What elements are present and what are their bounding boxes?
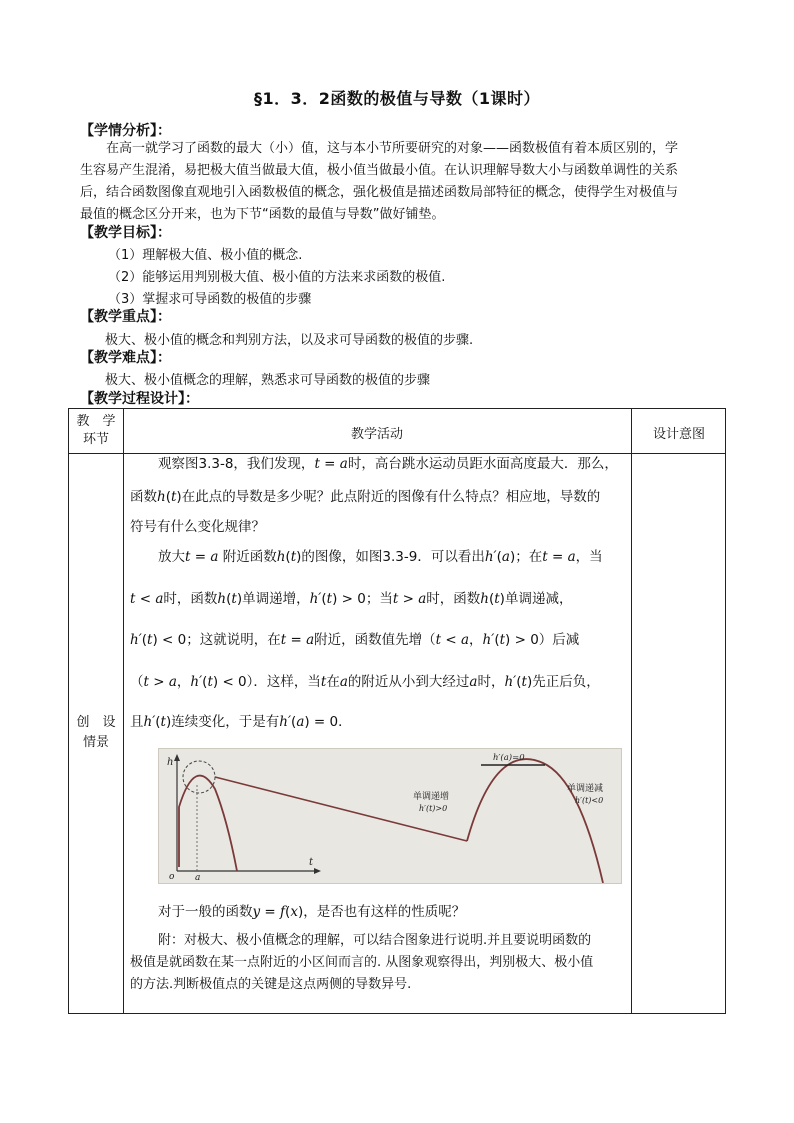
- t: =: [286, 632, 307, 648]
- t: <: [135, 591, 156, 607]
- t: ，当: [575, 549, 603, 565]
- activity-line: [158, 452, 618, 472]
- m: a: [567, 549, 576, 565]
- t: <: [441, 632, 461, 648]
- activity-line: [158, 545, 603, 565]
- m: t: [392, 591, 399, 607]
- m: h′: [504, 674, 517, 690]
- m: t: [290, 549, 297, 565]
- m: t: [499, 632, 506, 648]
- t: >: [398, 591, 419, 607]
- activity-line: [158, 900, 465, 920]
- t: )；在: [509, 549, 543, 565]
- t: (: [321, 591, 327, 607]
- table-divider: [123, 409, 124, 1013]
- t: 时，函数: [163, 591, 218, 607]
- m: t: [130, 591, 136, 607]
- t: )单调递减，: [499, 591, 573, 607]
- analysis-line: 最值的概念区分开来，也为下节“函数的最值与导数”做好铺垫。: [80, 207, 445, 222]
- t-axis-arrow: [314, 868, 321, 874]
- enlarged-curve: [467, 759, 603, 883]
- t: 在: [326, 674, 340, 690]
- t: >: [148, 674, 169, 690]
- header-activity: 教学活动: [350, 427, 403, 442]
- m: t: [542, 549, 548, 565]
- m: a: [306, 632, 315, 648]
- m: t: [280, 632, 287, 648]
- activity-line: [130, 670, 600, 690]
- t: (: [285, 904, 291, 920]
- t: ) < 0；这就说明，在: [152, 632, 281, 648]
- m: h′: [190, 674, 203, 690]
- t: )的图像，如图3.3-9．可以看出: [296, 549, 485, 565]
- t: ，: [469, 632, 483, 648]
- activity-note: [130, 930, 626, 996]
- m: t: [185, 549, 191, 565]
- t: 时，函数: [426, 591, 481, 607]
- m: a: [469, 674, 478, 690]
- m: h′: [482, 632, 495, 648]
- heading-key-points: 【教学重点】：: [80, 309, 171, 325]
- m: t: [435, 632, 442, 648]
- m: t: [320, 674, 327, 690]
- m: h′: [279, 714, 292, 730]
- note-line: 的方法.判断极值点的关键是这点两侧的导数异号.: [130, 977, 412, 992]
- increasing-condition: h′(t)>0: [419, 804, 448, 813]
- t: )连续变化，于是有: [165, 714, 280, 730]
- stage-line: 情景: [82, 735, 109, 750]
- m: t: [207, 674, 213, 690]
- decreasing-label: 单调递减: [567, 784, 604, 794]
- m: h: [480, 591, 489, 607]
- m: y: [252, 904, 261, 920]
- t: 附近函数: [218, 549, 277, 565]
- page-title: §1．3．2函数的极值与导数（1课时）: [253, 89, 541, 108]
- t: )在此点的导数是多少呢？此点附近的图像有什么特点？相应地，导数的: [176, 489, 601, 505]
- header-purpose: 设计意图: [652, 427, 705, 442]
- t: ) > 0；当: [332, 591, 393, 607]
- analysis-paragraph: [80, 138, 720, 226]
- t: =: [260, 904, 281, 920]
- t: 观察图3.3-8，我们发现，: [158, 456, 315, 472]
- t: (: [155, 714, 161, 730]
- t: (: [494, 632, 500, 648]
- t: （: [130, 674, 144, 690]
- header-stage-line: 环节: [82, 432, 109, 447]
- goal-item: （2）能够运用判别极大值、极小值的方法来求函数的极值.: [108, 270, 446, 285]
- heading-analysis: 【学情分析】：: [80, 123, 171, 139]
- t: (: [285, 549, 291, 565]
- m: t: [521, 674, 527, 690]
- increasing-label: 单调递增: [413, 792, 450, 802]
- m: a: [501, 549, 510, 565]
- t: =: [319, 456, 340, 472]
- t: 的附近从小到大经过: [347, 674, 470, 690]
- zoom-circle: [183, 761, 215, 793]
- m: h′: [130, 632, 142, 648]
- t: =: [190, 549, 211, 565]
- stage-line: 创 设: [76, 715, 116, 730]
- h-axis-label: h: [167, 757, 174, 768]
- note-line: 极值是就函数在某一点附近的小区间而言的. 从图象观察得出，判别极大、极小值: [130, 955, 594, 970]
- t: ) < 0）．这样，当: [212, 674, 321, 690]
- t-axis-label: t: [309, 857, 314, 868]
- t: =: [547, 549, 568, 565]
- t: (: [488, 591, 495, 607]
- activity-line: [130, 587, 572, 607]
- t: ) = 0．: [304, 714, 352, 730]
- m: a: [339, 456, 348, 472]
- header-stage: [69, 413, 123, 449]
- t: )先正后负，: [526, 674, 600, 690]
- t: )单调递增，: [236, 591, 310, 607]
- activity-line: [130, 710, 352, 730]
- m: a: [460, 632, 470, 648]
- m: f: [280, 904, 286, 920]
- a-label: a: [195, 873, 201, 883]
- m: t: [147, 632, 153, 648]
- t: ，: [176, 674, 191, 690]
- m: t: [231, 591, 237, 607]
- m: t: [494, 591, 500, 607]
- activity-line: [130, 628, 579, 648]
- stage-label: [69, 713, 123, 753]
- t: (: [496, 549, 502, 565]
- height-graph-figure: [158, 748, 622, 884]
- t: (: [202, 674, 208, 690]
- key-points-text: 极大、极小值的概念和判别方法，以及求可导函数的极值的步骤.: [105, 333, 474, 348]
- t: 函数: [130, 489, 157, 505]
- m: h′: [484, 549, 497, 565]
- m: a: [296, 714, 305, 730]
- m: x: [290, 904, 298, 920]
- table-divider: [631, 409, 632, 1013]
- analysis-line: 后，结合函数图像直观地引入函数极值的概念，强化极值是描述函数局部特征的概念，使得学生对极值与: [80, 185, 679, 200]
- m: a: [155, 591, 164, 607]
- heading-process: 【教学过程设计】：: [80, 391, 199, 407]
- t: ) > 0）后减: [505, 632, 580, 648]
- height-graph-svg: [159, 749, 621, 883]
- m: a: [210, 549, 219, 565]
- m: a: [418, 591, 427, 607]
- activity-line: [130, 485, 600, 505]
- m: t: [143, 674, 149, 690]
- peak-label: h′(a)=0: [493, 753, 525, 763]
- t: 对于一般的函数: [158, 904, 253, 920]
- activity-line: 符号有什么变化规律？: [130, 519, 265, 535]
- note-line: 附：对极大、极小值概念的理解，可以结合图象进行说明.并且要说明函数的: [158, 933, 592, 948]
- m: h′: [143, 714, 156, 730]
- m: t: [160, 714, 166, 730]
- t: 附近，函数值先增（: [314, 632, 436, 648]
- m: h: [276, 549, 286, 565]
- heading-difficulties: 【教学难点】：: [80, 350, 171, 366]
- m: h: [157, 489, 166, 505]
- t: 时，: [477, 674, 505, 690]
- decreasing-condition: h′(t)<0: [575, 796, 604, 805]
- m: t: [314, 456, 320, 472]
- t: (: [165, 489, 171, 505]
- analysis-line: 生容易产生混淆，易把极大值当做最大值，极小值当做最小值。在认识理解导数大小与函数单调性的关系: [80, 163, 679, 178]
- m: h: [217, 591, 227, 607]
- heading-goals: 【教学目标】：: [80, 225, 171, 241]
- t: 放大: [158, 549, 185, 565]
- t: (: [226, 591, 232, 607]
- origin-label: o: [169, 872, 175, 882]
- t: )，是否也有这样的性质呢？: [297, 904, 466, 920]
- t: (: [516, 674, 522, 690]
- m: a: [339, 674, 348, 690]
- m: t: [326, 591, 333, 607]
- h-axis-arrow: [174, 754, 180, 761]
- difficulties-text: 极大、极小值概念的理解，熟悉求可导函数的极值的步骤: [105, 373, 431, 388]
- m: h′: [309, 591, 322, 607]
- t: (: [141, 632, 148, 648]
- analysis-line: 在高一就学习了函数的最大（小）值，这与本小节所要研究的对象——函数极值有着本质区别的，学: [106, 141, 679, 156]
- goal-item: （1）理解极大值、极小值的概念.: [108, 248, 303, 263]
- t: 且: [130, 714, 144, 730]
- t: (: [291, 714, 297, 730]
- t: 时，高台跳水运动员距水面高度最大．那么，: [347, 456, 618, 472]
- m: t: [170, 489, 177, 505]
- goal-item: （3）掌握求可导函数的极值的步骤: [108, 292, 312, 307]
- header-stage-line: 教 学: [76, 414, 116, 429]
- m: a: [168, 674, 177, 690]
